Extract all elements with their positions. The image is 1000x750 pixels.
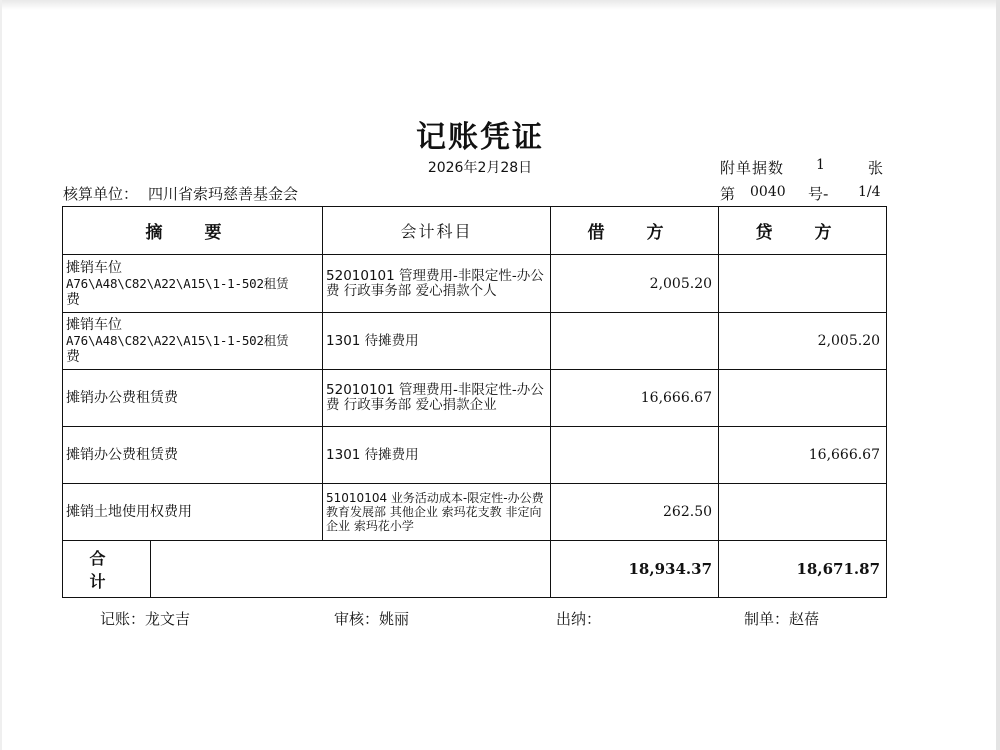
total-blank xyxy=(151,541,551,598)
table-row xyxy=(63,313,887,370)
row-debit: 16,666.67 xyxy=(551,370,719,427)
header-credit: 贷 方 xyxy=(719,207,887,255)
scan-edge-right xyxy=(996,0,1000,750)
row-credit: 2,005.20 xyxy=(719,313,887,370)
bookkeeper-name: 龙文吉 xyxy=(145,610,191,628)
document-title: 记账凭证 xyxy=(416,120,544,155)
voucher-number-value: 0040 xyxy=(750,184,786,200)
signature-reviewer xyxy=(334,608,409,629)
row-debit xyxy=(551,313,719,370)
reviewer-label: 审核： xyxy=(334,610,380,628)
table-row xyxy=(63,370,887,427)
header-summary: 摘 要 xyxy=(63,207,323,255)
table-row xyxy=(63,484,887,541)
row-credit xyxy=(719,255,887,313)
row-account: 1301 待摊费用 xyxy=(323,313,551,370)
signature-cashier xyxy=(556,608,601,629)
total-debit: 18,934.37 xyxy=(551,541,719,598)
row-credit xyxy=(719,484,887,541)
table-header-row xyxy=(63,207,887,255)
bookkeeper-label: 记账： xyxy=(100,610,146,628)
row-debit: 262.50 xyxy=(551,484,719,541)
accounting-unit xyxy=(63,183,298,204)
row-summary: 摊销办公费租赁费 xyxy=(63,427,323,484)
row-debit xyxy=(551,427,719,484)
attachment-unit: 张 xyxy=(868,159,884,177)
row-summary: 摊销车位 A76\A48\C82\A22\A15\1-1-502租赁 费 xyxy=(63,313,323,370)
preparer-name: 赵蓓 xyxy=(789,610,820,628)
voucher-number xyxy=(720,183,884,203)
row-account: 52010101 管理费用-非限定性-办公费 行政事务部 爱心捐款个人 xyxy=(323,255,551,313)
total-row xyxy=(63,541,887,598)
signature-preparer xyxy=(744,608,819,629)
total-credit: 18,671.87 xyxy=(719,541,887,598)
unit-label: 核算单位： xyxy=(63,185,139,203)
voucher-date: 2026年2月28日 xyxy=(427,160,533,176)
row-summary: 摊销办公费租赁费 xyxy=(63,370,323,427)
scan-edge-left xyxy=(0,0,2,750)
row-summary: 摊销土地使用权费用 xyxy=(63,484,323,541)
row-credit: 16,666.67 xyxy=(719,427,887,484)
total-label: 合 计 xyxy=(63,541,151,598)
voucher-number-suffix: 号- xyxy=(808,185,829,203)
attachment-number: 1 xyxy=(816,157,825,173)
row-account: 52010101 管理费用-非限定性-办公费 行政事务部 爱心捐款企业 xyxy=(323,370,551,427)
unit-name: 四川省索玛慈善基金会 xyxy=(148,185,299,203)
table-row xyxy=(63,427,887,484)
voucher-table xyxy=(62,206,887,598)
signature-bookkeeper xyxy=(100,608,190,629)
attachment-label: 附单据数 xyxy=(720,159,785,177)
scan-edge-top xyxy=(0,0,1000,10)
voucher-page: 1/4 xyxy=(858,184,881,200)
row-credit xyxy=(719,370,887,427)
row-account: 1301 待摊费用 xyxy=(323,427,551,484)
row-debit: 2,005.20 xyxy=(551,255,719,313)
row-summary: 摊销车位 A76\A48\C82\A22\A15\1-1-502租赁 费 xyxy=(63,255,323,313)
table-row xyxy=(63,255,887,313)
header-debit: 借 方 xyxy=(551,207,719,255)
reviewer-name: 姚丽 xyxy=(379,610,410,628)
preparer-label: 制单： xyxy=(744,610,790,628)
cashier-label: 出纳： xyxy=(556,610,602,628)
voucher-number-prefix: 第 xyxy=(720,185,736,203)
row-account: 51010104 业务活动成本-限定性-办公费 教育发展部 其他企业 索玛花支教 非定向 企业 索玛花小学 xyxy=(323,484,551,541)
header-account: 会计科目 xyxy=(323,207,551,255)
